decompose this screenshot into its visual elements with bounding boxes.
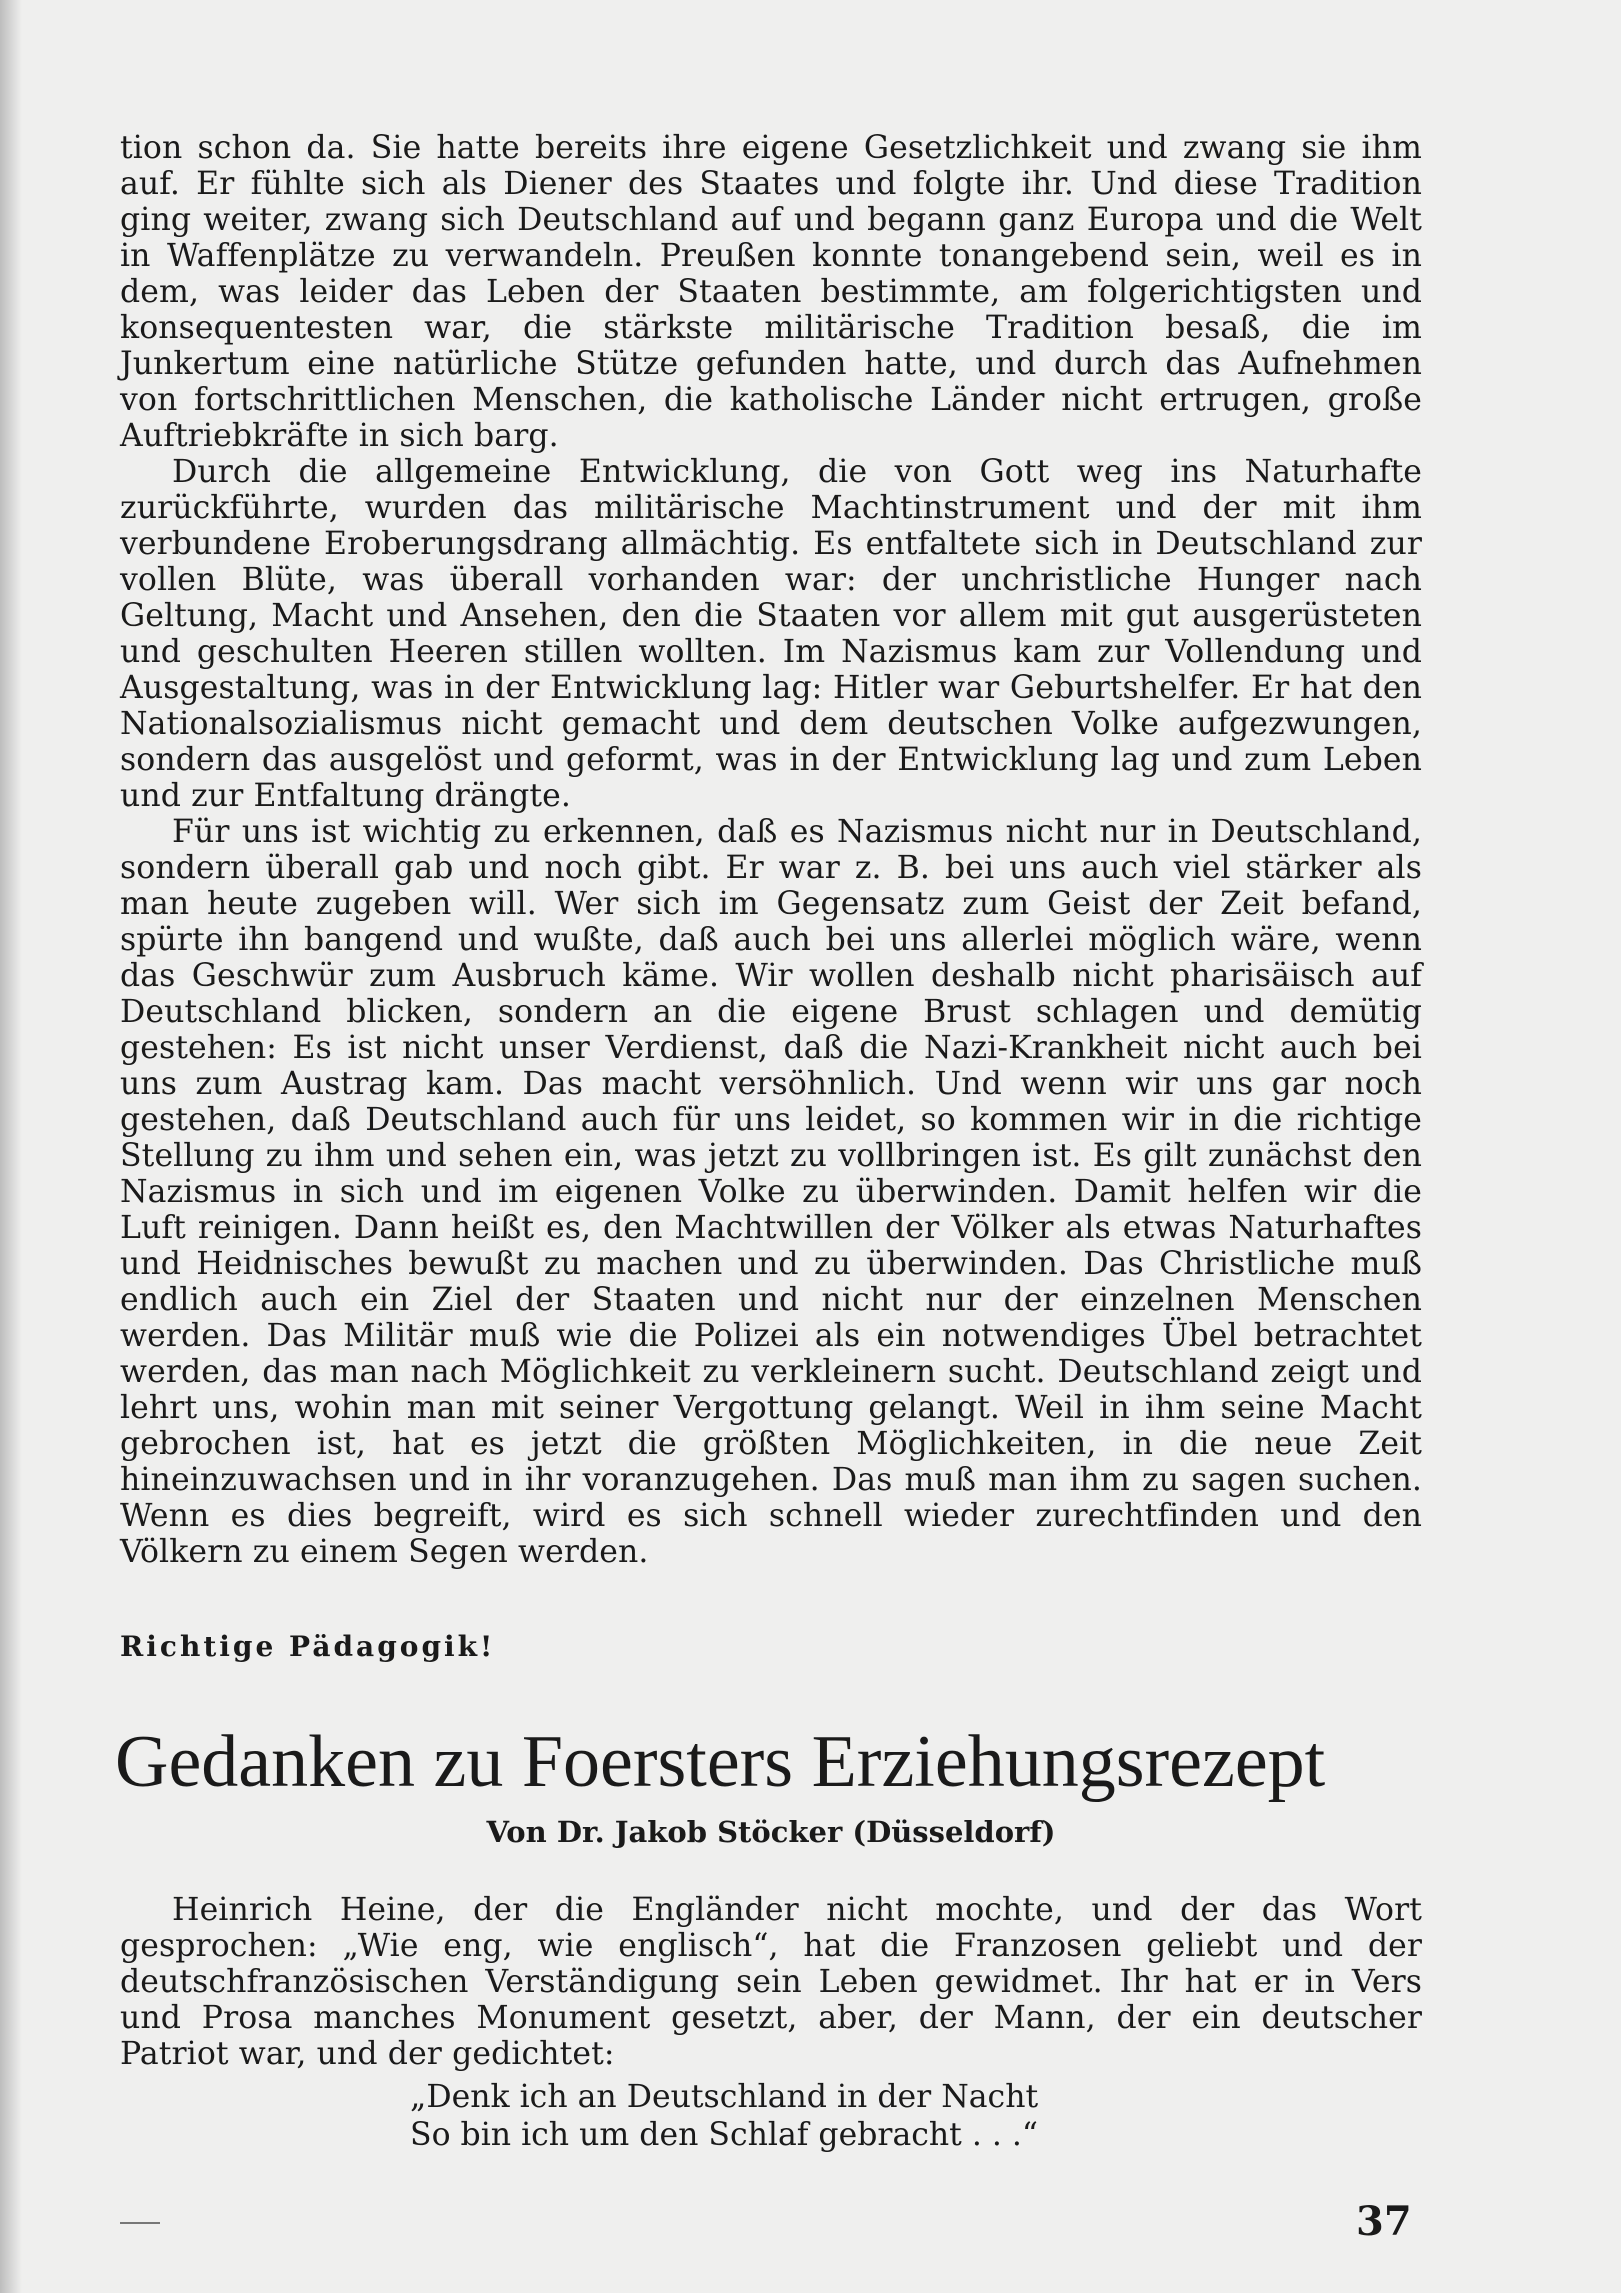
footer-rule bbox=[120, 2222, 160, 2224]
article-title: Gedanken zu Foersters Erziehungsrezept bbox=[115, 1721, 1326, 1803]
quote-line-1: „Denk ich an Deutschland in der Nacht bbox=[410, 2079, 1039, 2115]
intro-paragraph: Heinrich Heine, der die Engländer nicht mochte, und der das Wort gesprochen: „Wie eng, wie englisch“, hat die Franzosen geliebt und der deutschfranzösischen Verständigung sein Leben gewidmet. Ihr hat er in Vers und Prosa manches Monument gesetzt, aber, der Mann, der ein deutscher Patriot war, und der gedichtet: bbox=[120, 1892, 1422, 2072]
quote-line-2: So bin ich um den Schlaf gebracht . . .“ bbox=[410, 2117, 1039, 2153]
article-byline: Von Dr. Jakob Stöcker (Düsseldorf) bbox=[486, 1815, 1056, 1849]
paragraph-1: tion schon da. Sie hatte bereits ihre eigene Gesetzlichkeit und zwang sie ihm auf. Er fühlte sich als Diener des Staates und folgte ihr. Und diese Tradition ging weiter, zwang sich Deutschland auf und begann ganz Europa und die Welt in Waffenplätze zu verwandeln. Preußen konnte tonangebend sein, weil es in dem, was leider das Leben der Staaten bestimmte, am folgerichtigsten und konsequentesten war, die stärkste militärische Tradition besaß, die im Junkertum eine natürliche Stütze gefunden hatte, und durch das Aufnehmen von fortschrittlichen Menschen, die katholische Länder nicht ertrugen, große Auftriebkräfte in sich barg. bbox=[120, 130, 1422, 454]
paragraph-2: Durch die allgemeine Entwicklung, die von Gott weg ins Naturhafte zurückführte, wurden das militärische Machtinstrument und der mit ihm verbundene Eroberungsdrang allmächtig. Es entfaltete sich in Deutschland zur vollen Blüte, was überall vorhanden war: der unchristliche Hunger nach Geltung, Macht und Ansehen, den die Staaten vor allem mit gut ausgerüsteten und geschulten Heeren stillen wollten. Im Nazismus kam zur Vollendung und Ausgestaltung, was in der Entwicklung lag: Hitler war Geburtshelfer. Er hat den Nationalsozialismus nicht gemacht und dem deutschen Volke aufgezwungen, sondern das ausgelöst und geformt, was in der Entwicklung lag und zum Leben und zur Entfaltung drängte. bbox=[120, 454, 1422, 814]
section-kicker: Richtige Pädagogik! bbox=[120, 1630, 496, 1663]
article-continuation bbox=[120, 130, 1422, 1570]
article-body bbox=[120, 1892, 1422, 2072]
poem-quote bbox=[410, 2078, 1038, 2154]
paragraph-3: Für uns ist wichtig zu erkennen, daß es Nazismus nicht nur in Deutschland, sondern überall gab und noch gibt. Er war z. B. bei uns auch viel stärker als man heute zugeben will. Wer sich im Gegensatz zum Geist der Zeit befand, spürte ihn bangend und wußte, daß auch bei uns allerlei möglich wäre, wenn das Geschwür zum Ausbruch käme. Wir wollen deshalb nicht pharisäisch auf Deutschland blicken, sondern an die eigene Brust schlagen und demütig gestehen: Es ist nicht unser Verdienst, daß die Nazi-Krankheit nicht auch bei uns zum Austrag kam. Das macht versöhnlich. Und wenn wir uns gar noch gestehen, daß Deutschland auch für uns leidet, so kommen wir in die richtige Stellung zu ihm und sehen ein, was jetzt zu vollbringen ist. Es gilt zunächst den Nazismus in sich und im eigenen Volke zu überwinden. Damit helfen wir die Luft reinigen. Dann heißt es, den Machtwillen der Völker als etwas Naturhaftes und Heidnisches bewußt zu machen und zu überwinden. Das Christliche muß endlich auch ein Ziel der Staaten und nicht nur der einzelnen Menschen werden. Das Militär muß wie die Polizei als ein notwendiges Übel betrachtet werden, das man nach Möglichkeit zu verkleinern sucht. Deutschland zeigt und lehrt uns, wohin man mit seiner Vergottung gelangt. Weil in ihm seine Macht gebrochen ist, hat es jetzt die größten Möglichkeiten, in die neue Zeit hineinzuwachsen und in ihr voranzugehen. Das muß man ihm zu sagen suchen. Wenn es dies begreift, wird es sich schnell wieder zurechtfinden und den Völkern zu einem Segen werden. bbox=[120, 814, 1422, 1570]
page-number: 37 bbox=[1356, 2198, 1412, 2245]
